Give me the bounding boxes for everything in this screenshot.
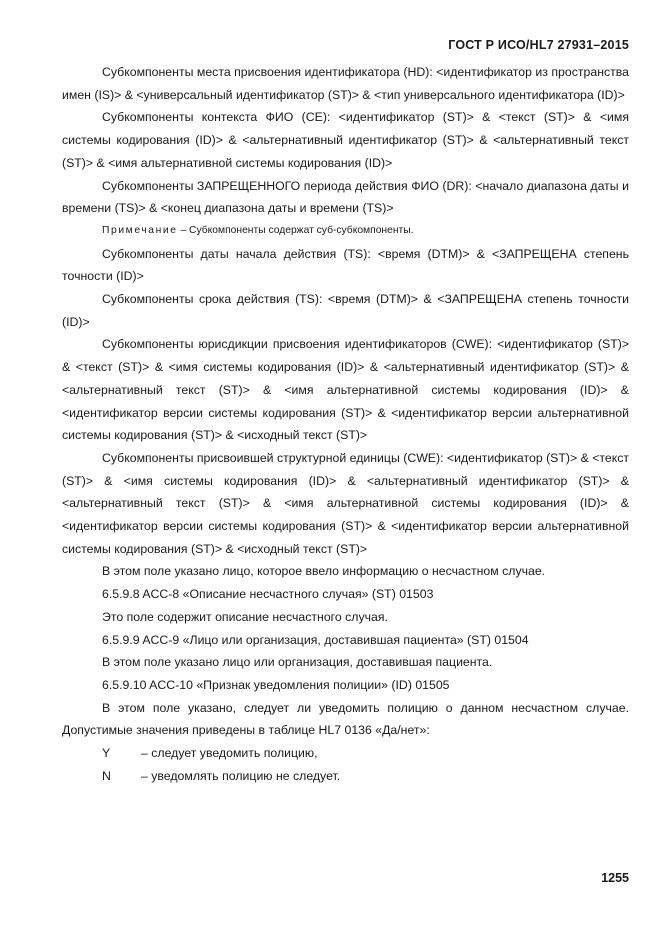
note [62,220,629,243]
paragraph-acc9-desc: В этом поле указано лицо или организация, доставившая пациента. [102,655,493,670]
paragraph-ts-start: Субкомпоненты даты начала действия (TS): <время (DTM)> & <ЗАПРЕЩЕНА степень точности (ID)> [62,246,629,284]
page-number: 1255 [601,871,629,885]
paragraph-acc8-desc: Это поле содержит описание несчастного случая. [102,609,388,624]
paragraph-acc7-desc: В этом поле указано лицо, которое ввело информацию о несчастном случае. [102,564,546,579]
paragraph-hd: Субкомпоненты места присвоения идентификатора (HD): <идентификатор из пространства имен (IS)> & <универсальный идентификатор (ST)> & <тип универсального идентификатора (ID)> [62,65,629,102]
paragraph-cwe-jurisdiction: Субкомпоненты юрисдикции присвоения идентификаторов (CWE): <идентификатор (ST)> & <текст (ST)> & <имя системы кодирования (ID)> & <альтернативный идентификатор (ST)> & <альтернативный текст (ST)> & <имя альтернативной системы кодирования (ID)> & <идентификатор версии системы кодирования (ST)> & <идентификатор версии альтернативной системы кодирования (ST)> & <исходный текст (ST)> [62,337,629,443]
list-item-text: – следует уведомить полицию, [141,746,318,761]
section-heading-acc8: 6.5.9.8 ACC-8 «Описание несчастного случая» (ST) 01503 [102,587,434,602]
paragraph-cwe-unit: Субкомпоненты присвоившей структурной единицы (CWE): <идентификатор (ST)> & <текст (ST)> & <имя системы кодирования (ID)> & <альтернативный идентификатор (ST)> & <альтернативный текст (ST)> & <имя альтернативной системы кодирования (ID)> & <идентификатор версии системы кодирования (ST)> & <идентификатор версии альтернативной системы кодирования (ST)> & <исходный текст (ST)> [62,450,630,556]
list-item-text: – уведомлять полицию не следует. [141,768,341,783]
paragraph-ts-term: Субкомпоненты срока действия (TS): <время (DTM)> & <ЗАПРЕЩЕНА степень точности (ID)> [62,292,629,329]
paragraph-ce: Субкомпоненты контекста ФИО (CE): <идентификатор (ST)> & <текст (ST)> & <имя системы кодирования (ID)> & <альтернативный идентификатор (ST)> & <альтернативный текст (ST)> & <имя альтернативной системы кодирования (ID)> [62,110,629,170]
list-item-key: Y [102,746,111,761]
list-item [62,742,629,765]
paragraph-dr: Субкомпоненты ЗАПРЕЩЕННОГО периода действия ФИО (DR): <начало диапазона даты и времени (TS)> & <конец диапазона даты и времени (TS)> [62,178,629,216]
page-body [62,61,629,788]
section-heading-acc10: 6.5.9.10 ACC-10 «Признак уведомления полиции» (ID) 01505 [102,677,450,692]
section-heading-acc9: 6.5.9.9 ACC-9 «Лицо или организация, доставившая пациента» (ST) 01504 [102,632,529,647]
note-label: Примечание [102,224,178,236]
note-text: – Субкомпоненты содержат суб-субкомпоненты. [177,224,414,236]
document-header: ГОСТ Р ИСО/HL7 27931–2015 [448,38,629,52]
paragraph-acc10-desc: В этом поле указано, следует ли уведомить полицию о данном несчастном случае. Допустимые значения приведены в таблице HL7 0136 «Да/нет»: [62,700,629,738]
list-item [62,765,629,788]
list-item-key: N [102,768,111,783]
